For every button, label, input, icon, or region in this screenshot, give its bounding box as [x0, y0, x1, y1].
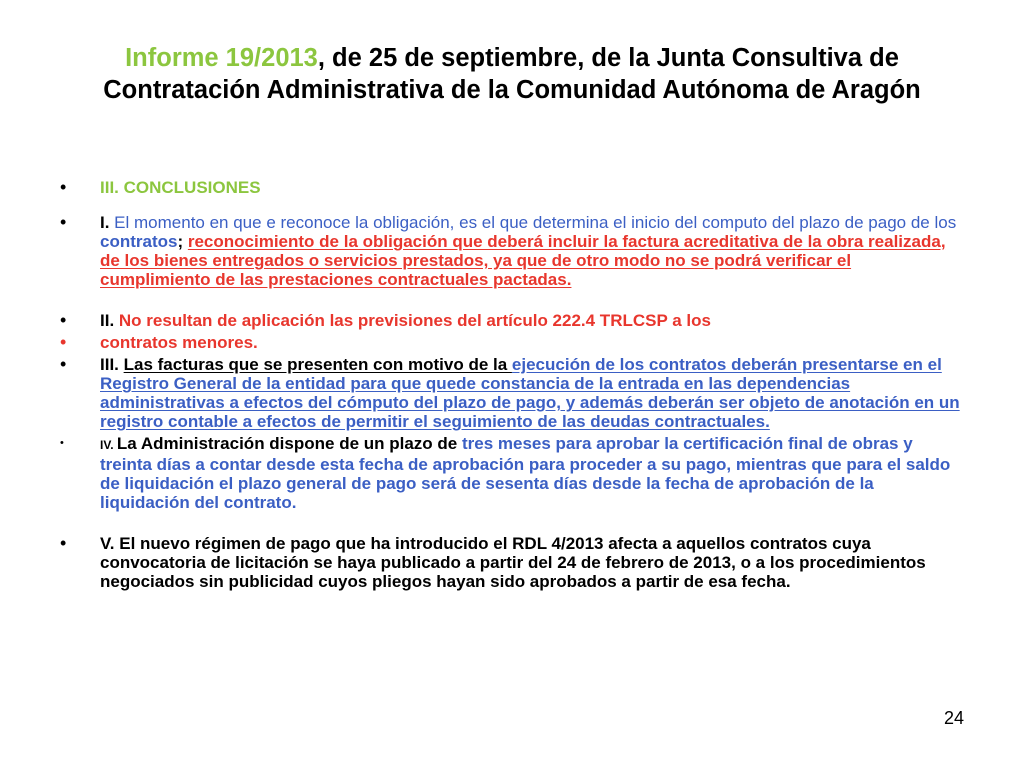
slide-title — [60, 42, 964, 106]
bullet-text: III. CONCLUSIONES — [100, 178, 261, 197]
bullet-segment: contratos — [100, 232, 178, 251]
bullet-numeral: III. — [100, 355, 124, 374]
bullet-conclusiones — [60, 178, 960, 197]
bullet-contratos-menores — [60, 333, 960, 352]
bullet-text: contratos menores. — [100, 333, 258, 352]
bullet-conclusion-4 — [60, 434, 960, 512]
bullet-segment: ; — [177, 232, 188, 251]
bullet-conclusion-3 — [60, 355, 960, 431]
bullet-numeral: II. — [100, 311, 119, 330]
bullet-segment: ejecución de los contratos deberán presentarse en el Registro General de la entidad para que quede constancia de la entrada en las dependencias administrativas a efectos del cómputo del plazo de pago, y además deberán ser objeto de anotación en un registro contable a efectos de permitir el seguimiento de las deudas contractuales. — [100, 355, 960, 431]
bullet-text — [100, 213, 960, 289]
bullet-segment: Las facturas que se presenten con motivo de la — [123, 355, 512, 374]
bullet-conclusion-5 — [60, 534, 960, 591]
bullet-text — [100, 311, 960, 330]
bullet-text — [100, 434, 960, 512]
bullet-segment: reconocimiento de la obligación que deberá incluir la factura acreditativa de la obra realizada, de los bienes entregados o servicios prestados, ya que de otro modo no se podrá verificar el cumplimiento de las prestaciones contractuales pactadas. — [100, 232, 946, 289]
bullet-segment: tres meses para aprobar la certificación final de obras y treinta días a contar desde esta fecha de aprobación para proceder a su pago, mientras que para el saldo de liquidación el plazo general de pago será de sesenta días desde la fecha de aprobación de la liquidación del contrato. — [100, 434, 951, 512]
bullet-dot-icon: • — [60, 437, 64, 449]
bullet-text — [100, 355, 960, 431]
bullet-conclusion-2 — [60, 311, 960, 330]
bullet-dot-icon: • — [60, 533, 67, 553]
bullet-dot-icon: • — [60, 354, 67, 374]
bullet-dot-icon: • — [60, 310, 67, 330]
title-rest: , de 25 de septiembre, de la Junta Consultiva de Contratación Administrativa de la Comunidad Autónoma de Aragón — [103, 44, 921, 104]
bullet-conclusion-1 — [60, 213, 960, 289]
bullet-segment: El momento en que e reconoce la obligación, es el que determina el inicio del computo del plazo de pago de los — [114, 213, 957, 232]
bullet-numeral: I. — [100, 213, 115, 232]
title-report-id: Informe 19/2013 — [125, 44, 318, 72]
page-number: 24 — [943, 708, 964, 728]
bullet-text: V. El nuevo régimen de pago que ha introducido el RDL 4/2013 afecta a aquellos contratos cuya convocatoria de licitación se haya publicado a partir del 24 de febrero de 2013, o a los procedimientos negociados sin publicidad cuyos pliegos hayan sido aprobados a partir de esa fecha. — [100, 534, 926, 591]
bullet-dot-icon: • — [60, 332, 67, 352]
bullet-dot-icon: • — [60, 177, 67, 197]
bullet-list — [60, 178, 960, 591]
bullet-segment: La Administración dispone de un plazo de — [116, 434, 462, 453]
bullet-numeral: IV. — [100, 438, 117, 452]
bullet-dot-icon: • — [60, 212, 67, 232]
bullet-segment: No resultan de aplicación las previsiones del artículo 222.4 TRLCSP a los — [118, 311, 711, 330]
